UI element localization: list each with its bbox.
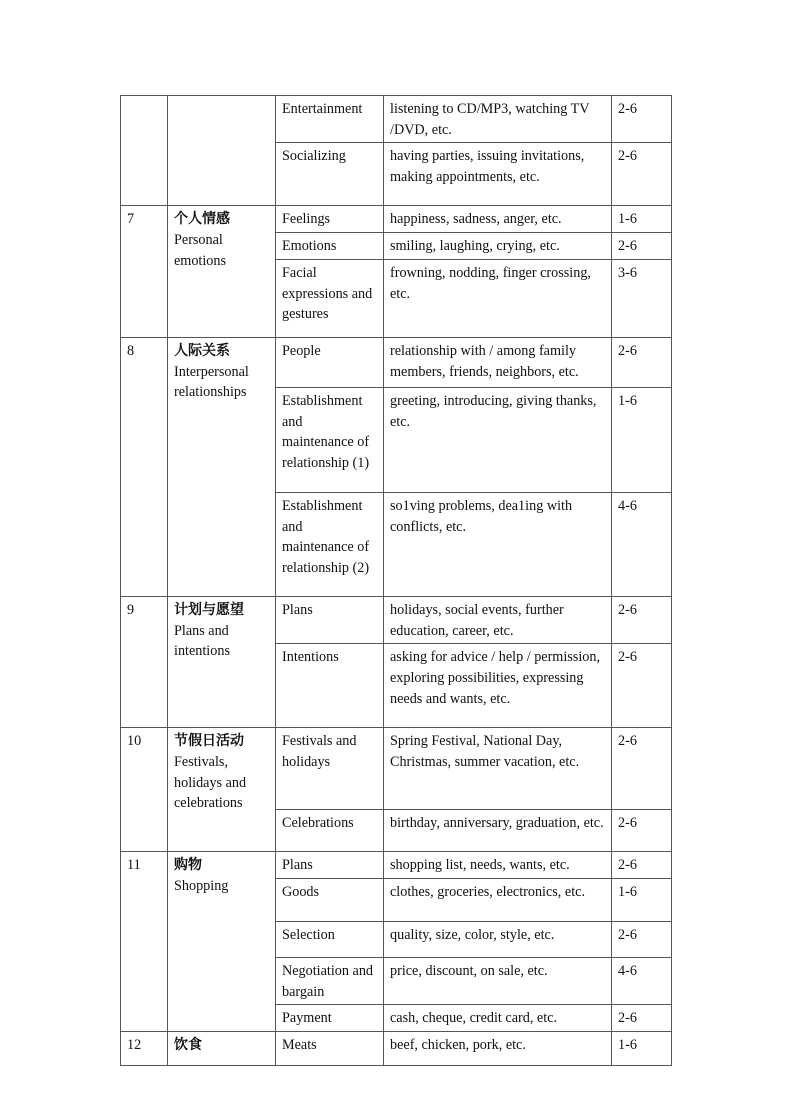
examples-cell: beef, chicken, pork, etc. (384, 1032, 612, 1066)
row-number: 10 (121, 728, 168, 852)
category-chinese: 计划与愿望 (174, 601, 244, 618)
topic-cell: Negotiation and bargain (276, 957, 384, 1004)
level-cell: 2-6 (612, 233, 672, 260)
examples-cell: birthday, anniversary, graduation, etc. (384, 810, 612, 852)
topic-cell: Plans (276, 596, 384, 643)
level-cell: 2-6 (612, 852, 672, 879)
row-number: 12 (121, 1032, 168, 1066)
topic-cell: Festivals and holidays (276, 728, 384, 810)
examples-cell: having parties, issuing invitations, making appointments, etc. (384, 143, 612, 206)
level-cell: 2-6 (612, 644, 672, 728)
category-chinese: 饮食 (174, 1037, 202, 1054)
row-number: 7 (121, 206, 168, 337)
category-cell (168, 206, 276, 337)
topic-cell: Socializing (276, 143, 384, 206)
level-cell: 2-6 (612, 921, 672, 957)
category-cell (168, 1032, 276, 1066)
row-number: 8 (121, 337, 168, 596)
level-cell: 3-6 (612, 259, 672, 337)
topics-table (120, 95, 672, 1066)
examples-cell: frowning, nodding, finger crossing, etc. (384, 259, 612, 337)
category-english: Festivals, holidays and celebrations (174, 753, 247, 812)
category-cell (168, 337, 276, 596)
category-chinese: 人际关系 (174, 342, 230, 359)
level-cell: 2-6 (612, 596, 672, 643)
row-number: 11 (121, 852, 168, 1032)
level-cell: 2-6 (612, 143, 672, 206)
examples-cell: asking for advice / help / permission, exploring possibilities, expressing needs and wants, etc. (384, 644, 612, 728)
examples-cell: Spring Festival, National Day, Christmas, summer vacation, etc. (384, 728, 612, 810)
examples-cell: shopping list, needs, wants, etc. (384, 852, 612, 879)
level-cell: 1-6 (612, 206, 672, 233)
table-row (121, 852, 672, 879)
level-cell: 1-6 (612, 878, 672, 921)
level-cell: 2-6 (612, 728, 672, 810)
level-cell: 1-6 (612, 1032, 672, 1066)
level-cell: 1-6 (612, 387, 672, 492)
examples-cell: clothes, groceries, electronics, etc. (384, 878, 612, 921)
level-cell: 2-6 (612, 810, 672, 852)
level-cell: 4-6 (612, 957, 672, 1004)
topic-cell: Intentions (276, 644, 384, 728)
category-english: Personal emotions (174, 232, 227, 269)
topic-cell: Celebrations (276, 810, 384, 852)
table-row (121, 206, 672, 233)
topic-cell: Plans (276, 852, 384, 879)
topic-cell: Payment (276, 1005, 384, 1032)
topic-cell: Selection (276, 921, 384, 957)
category-english: Shopping (174, 877, 229, 894)
examples-cell: so1ving problems, dea1ing with conflicts, etc. (384, 492, 612, 596)
examples-cell: relationship with / among family members, friends, neighbors, etc. (384, 337, 612, 387)
table-row (121, 1032, 672, 1066)
category-english: Plans and intentions (174, 622, 230, 660)
topic-cell: Feelings (276, 206, 384, 233)
examples-cell: happiness, sadness, anger, etc. (384, 206, 612, 233)
examples-cell: holidays, social events, further education, career, etc. (384, 596, 612, 643)
category-chinese: 节假日活动 (174, 733, 244, 750)
category-cell (168, 852, 276, 1032)
category-english: Interpersonal relationships (174, 363, 249, 401)
category-cell (168, 96, 276, 206)
topic-cell: People (276, 337, 384, 387)
examples-cell: quality, size, color, style, etc. (384, 921, 612, 957)
topic-cell: Establishment and maintenance of relationship (2) (276, 492, 384, 596)
topic-cell: Goods (276, 878, 384, 921)
table-row (121, 596, 672, 643)
table-row (121, 337, 672, 387)
examples-cell: price, discount, on sale, etc. (384, 957, 612, 1004)
table-row (121, 96, 672, 143)
topic-cell: Emotions (276, 233, 384, 260)
category-chinese: 购物 (174, 857, 202, 874)
category-cell (168, 596, 276, 727)
examples-cell: greeting, introducing, giving thanks, etc. (384, 387, 612, 492)
topic-cell: Entertainment (276, 96, 384, 143)
level-cell: 2-6 (612, 1005, 672, 1032)
table-row (121, 728, 672, 810)
examples-cell: smiling, laughing, crying, etc. (384, 233, 612, 260)
examples-cell: listening to CD/MP3, watching TV /DVD, etc. (384, 96, 612, 143)
category-chinese: 个人情感 (174, 211, 230, 228)
row-number: 9 (121, 596, 168, 727)
topic-cell: Facial expressions and gestures (276, 259, 384, 337)
examples-cell: cash, cheque, credit card, etc. (384, 1005, 612, 1032)
level-cell: 2-6 (612, 96, 672, 143)
row-number (121, 96, 168, 206)
level-cell: 4-6 (612, 492, 672, 596)
category-cell (168, 728, 276, 852)
level-cell: 2-6 (612, 337, 672, 387)
topic-cell: Establishment and maintenance of relationship (1) (276, 387, 384, 492)
topic-cell: Meats (276, 1032, 384, 1066)
